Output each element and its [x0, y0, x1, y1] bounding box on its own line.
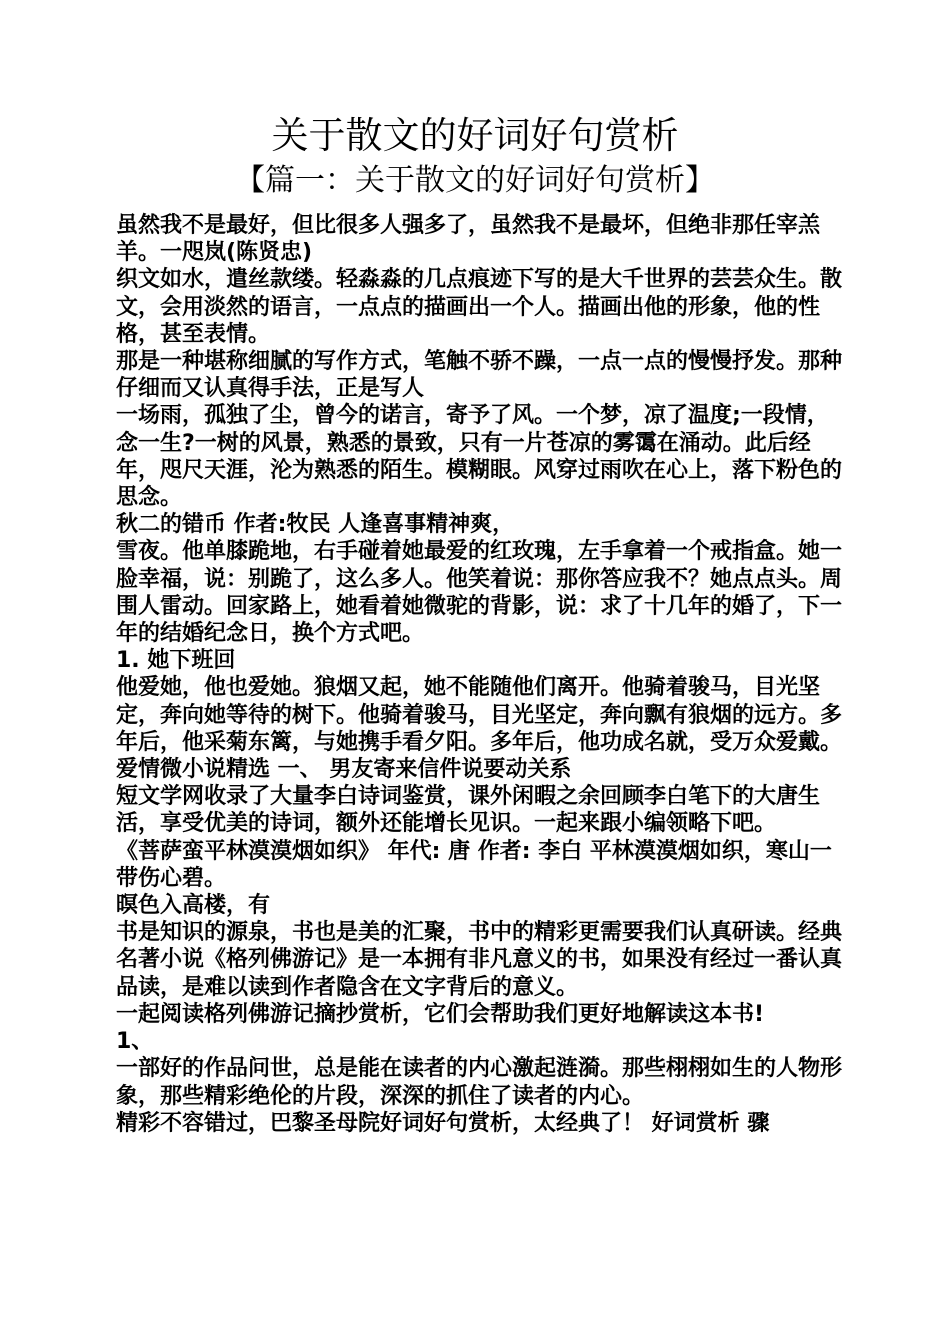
paragraph-16: 一部好的作品问世，总是能在读者的内心激起涟漪。那些栩栩如生的人物形象，那些精彩绝伦的片段，深深的抓住了读者的内心。 [116, 1056, 843, 1109]
paragraph-4: 一场雨，孤独了尘，曾今的诺言，寄予了风。一个梦，凉了温度;一段情，念一生?一树的风景，熟悉的景致，只有一片苍凉的雾霭在涌动。此后经年，咫尺天涯，沦为熟悉的陌生。模糊眼。风穿过雨吹在心上，落下粉色的思念。 [116, 403, 843, 511]
paragraph-14: 一起阅读格列佛游记摘抄赏析，它们会帮助我们更好地解读这本书! [116, 1001, 765, 1027]
paragraph-9: 爱情微小说精选 一、 男友寄来信件说要动关系 [116, 757, 572, 783]
paragraph-8: 他爱她，他也爱她。狼烟又起，她不能随他们离开。他骑着骏马，目光坚定，奔向她等待的树下。他骑着骏马，目光坚定，奔向飘有狼烟的远方。多年后，他采菊东篱，与她携手看夕阳。多年后，他功成名就，受万众爱戴。 [116, 675, 843, 755]
paragraph-7: 1. 她下班回 [116, 648, 236, 674]
paragraph-12: 暝色入高楼，有 [116, 893, 271, 919]
paragraph-13: 书是知识的源泉，书也是美的汇聚，书中的精彩更需要我们认真研读。经典名著小说《格列佛游记》是一本拥有非凡意义的书，如果没有经过一番认真品读，是难以读到作者隐含在文字背后的意义。 [116, 920, 843, 1000]
paragraph-10: 短文学网收录了大量李白诗词鉴赏，课外闲暇之余回顾李白笔下的大唐生活，享受优美的诗词，额外还能增长见识。一起来跟小编领略下吧。 [116, 784, 821, 837]
paragraph-15: 1、 [116, 1029, 154, 1055]
paragraph-5: 秋二的错币 作者:牧民 人逢喜事精神爽， [116, 512, 515, 538]
paragraph-11: 《菩萨蛮平林漠漠烟如织》 年代: 唐 作者: 李白 平林漠漠烟如织，寒山一带伤心碧。 [116, 838, 832, 891]
paragraph-1: 虽然我不是最好，但比很多人强多了，虽然我不是最坏，但绝非那任宰羔羊。一咫岚(陈贤忠) [116, 213, 821, 266]
document-body [116, 212, 842, 1137]
paragraph-17: 精彩不容错过，巴黎圣母院好词好句赏析，太经典了！ 好词赏析 骤 [116, 1110, 770, 1136]
paragraph-6: 雪夜。他单膝跪地，右手碰着她最爱的红玫瑰，左手拿着一个戒指盒。她一脸幸福，说：别跪了，这么多人。他笑着说：那你答应我不？她点点头。周围人雷动。回家路上，她看着她微驼的背影，说：求了十几年的婚了，下一年的结婚纪念日，换个方式吧。 [116, 539, 843, 647]
document-subtitle: 【篇一：关于散文的好词好句赏析】 [235, 163, 715, 198]
paragraph-3: 那是一种堪称细腻的写作方式，笔触不骄不躁，一点一点的慢慢抒发。那种仔细而又认真得手法，正是写人 [116, 349, 843, 402]
document-title: 关于散文的好词好句赏析 [271, 114, 679, 157]
paragraph-2: 织文如水，遣丝款缕。轻淼淼的几点痕迹下写的是大千世界的芸芸众生。散文，会用淡然的语言，一点点的描画出一个人。描画出他的形象，他的性格，甚至表情。 [116, 267, 843, 347]
